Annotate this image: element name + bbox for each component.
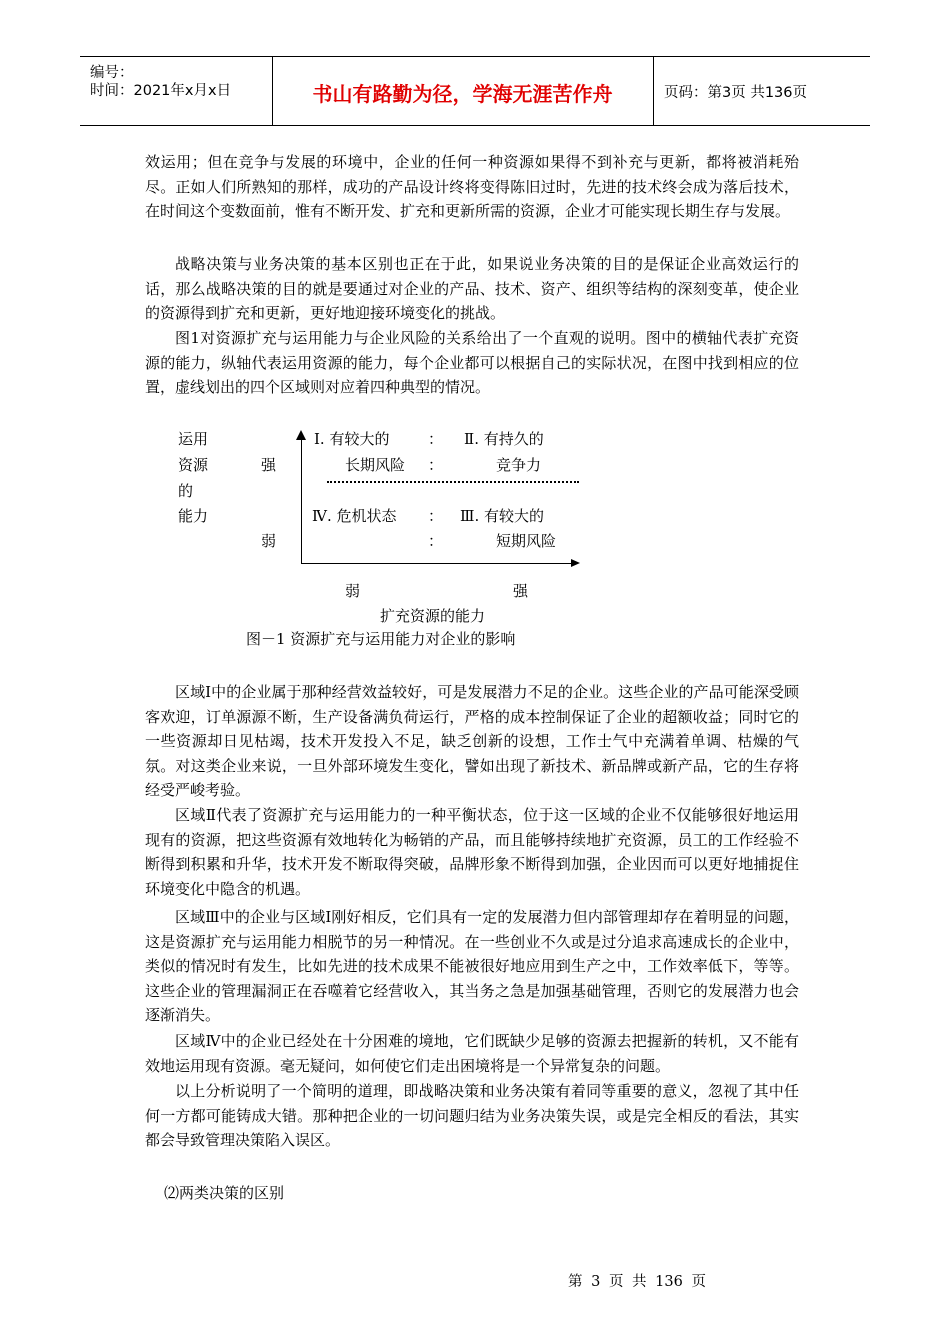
paragraph: 区域Ⅰ中的企业属于那种经营效益较好，可是发展潜力不足的企业。这些企业的产品可能深受顾客欢迎，订单源源不断，生产设备满负荷运行，严格的成本控制保证了企业的超额收益；同时它的一些资源却日见枯竭，技术开发投入不足，缺乏创新的设想，工作士气中充满着单调、枯燥的气氛。对这类企业来说，一旦外部环境发生变化，譬如出现了新技术、新品牌或新产品，它的生存将经受严峻考验。 bbox=[145, 683, 799, 799]
quadrant-separator: ： bbox=[428, 532, 444, 550]
page-header bbox=[80, 56, 870, 126]
y-axis-weak-label: 弱 bbox=[261, 532, 277, 550]
paragraph: 以上分析说明了一个简明的道理，即战略决策和业务决策有着同等重要的意义，忽视了其中任何一方都可能铸成大错。那种把企业的一切问题归结为业务决策失误，或是完全相反的看法，其实都会导致管理决策陷入误区。 bbox=[145, 1082, 799, 1149]
quadrant-1-label: Ⅰ. 有较大的 bbox=[314, 430, 390, 448]
quadrant-3-sublabel: 短期风险 bbox=[496, 532, 557, 550]
section-heading: ⑵两类决策的区别 bbox=[164, 1184, 285, 1202]
header-meta bbox=[80, 57, 270, 125]
y-axis-label-line: 资源 bbox=[178, 456, 209, 474]
document-number-label: 编号： bbox=[90, 65, 134, 81]
y-axis-label-line: 运用 bbox=[178, 430, 209, 448]
paragraph: 区域Ⅲ中的企业与区域Ⅰ刚好相反，它们具有一定的发展潜力但内部管理却存在着明显的问题，这是资源扩充与运用能力相脱节的另一种情况。在一些创业不久或是过分追求高速成长的企业中，类似的情况时有发生，比如先进的技术成果不能被很好地应用到生产之中，工作效率低下，等等。这些企业的管理漏洞正在吞噬着它经营收入，其当务之急是加强基础管理，否则它的发展潜力也会逐渐消失。 bbox=[145, 908, 799, 1024]
quadrant-2-label: Ⅱ. 有持久的 bbox=[464, 430, 544, 448]
x-axis-weak-label: 弱 bbox=[345, 582, 361, 600]
header-page-info: 页码：第3页 共136页 bbox=[664, 85, 808, 101]
x-axis-strong-label: 强 bbox=[513, 582, 529, 600]
x-axis-label: 扩充资源的能力 bbox=[380, 607, 486, 625]
header-divider bbox=[653, 57, 654, 125]
quadrant-3-label: Ⅲ. 有较大的 bbox=[460, 507, 545, 525]
paragraph: 区域Ⅳ中的企业已经处在十分困难的境地，它们既缺少足够的资源去把握新的转机，又不能有效地运用现有资源。毫无疑问，如何使它们走出困境将是一个异常复杂的问题。 bbox=[145, 1032, 799, 1075]
document-date: 时间：2021年x月x日 bbox=[90, 83, 232, 99]
header-motto: 书山有路勤为径，学海无涯苦作舟 bbox=[312, 82, 613, 106]
y-axis-line bbox=[301, 440, 302, 563]
y-axis-strong-label: 强 bbox=[261, 456, 277, 474]
paragraph: 图1对资源扩充与运用能力与企业风险的关系给出了一个直观的说明。图中的横轴代表扩充资源的能力，纵轴代表运用资源的能力，每个企业都可以根据自己的实际状况，在图中找到相应的位置，虚线划出的四个区域则对应着四种典型的情况。 bbox=[145, 329, 799, 396]
paragraph: 战略决策与业务决策的基本区别也正在于此，如果说业务决策的目的是保证企业高效运行的话，那么战略决策的目的就是要通过对企业的产品、技术、资产、组织等结构的深刻变革，使企业的资源得到扩充和更新，更好地迎接环境变化的挑战。 bbox=[145, 255, 799, 322]
quadrant-divider-dotted bbox=[327, 481, 579, 483]
y-axis-label-line: 的 bbox=[178, 482, 194, 500]
quadrant-4-label: Ⅳ. 危机状态 bbox=[312, 507, 397, 525]
page-footer: 第 3 页 共 136 页 bbox=[568, 1274, 706, 1290]
quadrant-separator: ： bbox=[428, 430, 444, 448]
x-axis-arrow bbox=[571, 559, 580, 567]
y-axis-label-line: 能力 bbox=[178, 507, 209, 525]
paragraph: 效运用；但在竞争与发展的环境中，企业的任何一种资源如果得不到补充与更新，都将被消耗殆尽。正如人们所熟知的那样，成功的产品设计终将变得陈旧过时，先进的技术终会成为落后技术，在时间这个变数面前，惟有不断开发、扩充和更新所需的资源，企业才可能实现长期生存与发展。 bbox=[145, 153, 799, 220]
quadrant-2-sublabel: 竞争力 bbox=[496, 456, 542, 474]
quadrant-separator: ： bbox=[428, 456, 444, 474]
x-axis-line bbox=[301, 563, 571, 564]
paragraph: 区域Ⅱ代表了资源扩充与运用能力的一种平衡状态，位于这一区域的企业不仅能够很好地运用现有的资源，把这些资源有效地转化为畅销的产品，而且能够持续地扩充资源，员工的工作经验不断得到积累和升华，技术开发不断取得突破，品牌形象不断得到加强，企业因而可以更好地捕捉住环境变化中隐含的机遇。 bbox=[145, 806, 799, 898]
figure-caption: 图－1 资源扩充与运用能力对企业的影响 bbox=[246, 630, 516, 648]
quadrant-separator: ： bbox=[428, 507, 444, 525]
y-axis-arrow bbox=[296, 430, 306, 440]
quadrant-1-sublabel: 长期风险 bbox=[345, 456, 406, 474]
